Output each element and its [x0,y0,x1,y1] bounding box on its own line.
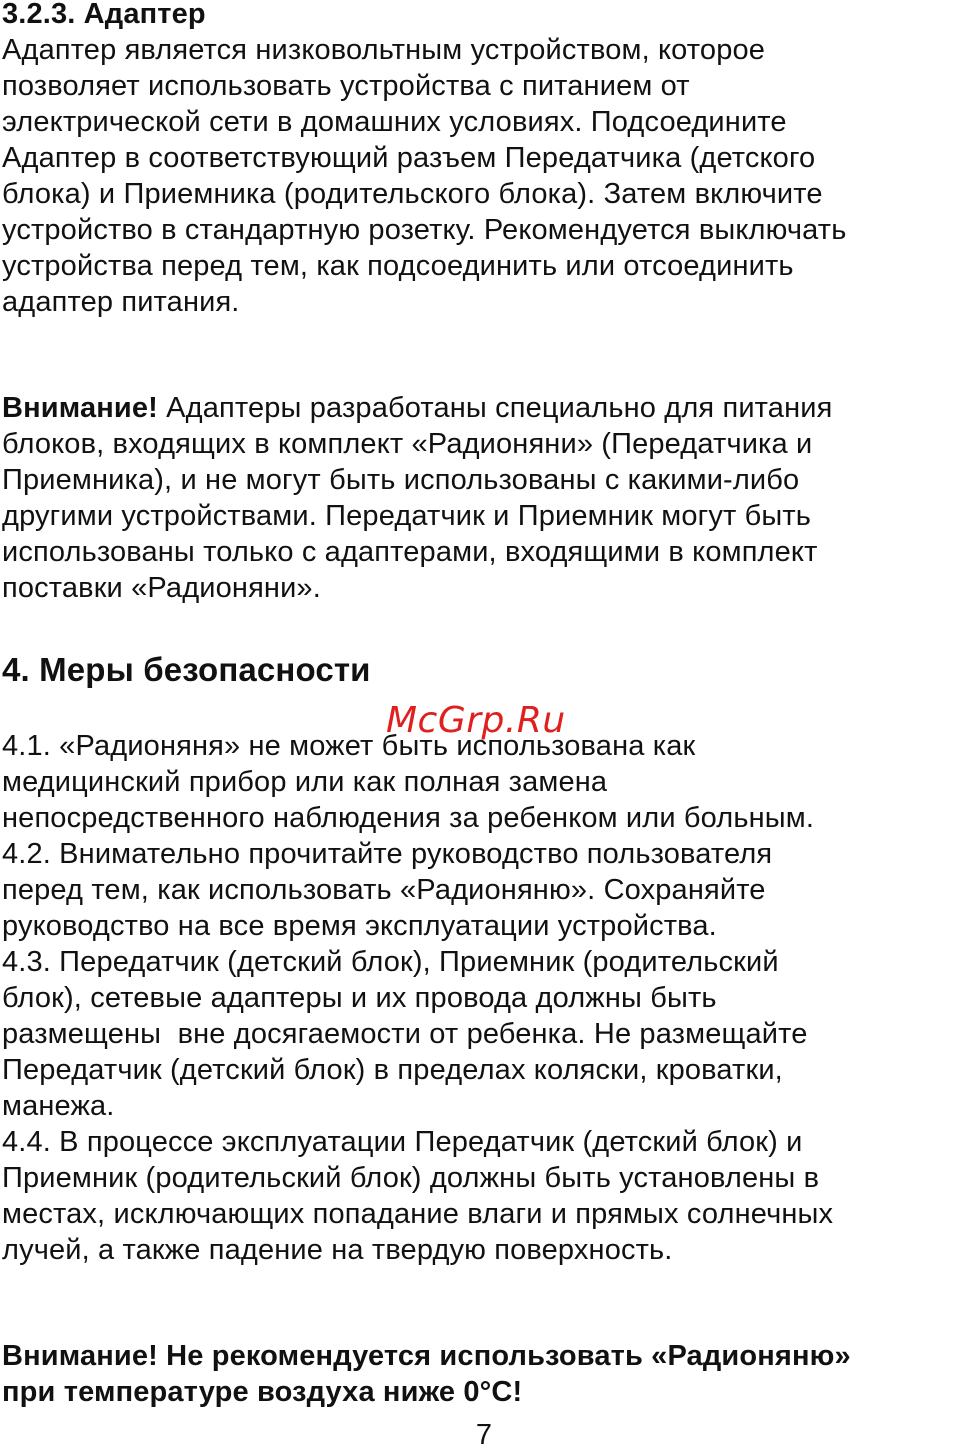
warning-temperature [2,1338,960,1410]
safety-paragraph [2,728,960,1268]
paragraph-line: устройство в стандартную розетку. Рекомендуется выключать [2,214,847,246]
paragraph-line: Приемника), и не могут быть использованы с какими-либо [2,464,800,496]
warning-first-line [2,390,960,426]
warning-line: Внимание! Не рекомендуется использовать «Радионяню» [2,1340,851,1372]
paragraph-line: лучей, а также падение на твердую поверхность. [2,1234,673,1266]
paragraph-line: электрической сети в домашних условиях. Подсоедините [2,106,787,138]
section-3-2-3 [2,0,960,320]
paragraph-line: 4.3. Передатчик (детский блок), Приемник (родительский [2,946,779,978]
manual-page [2,0,960,1410]
section-heading: 3.2.3. Адаптер [2,0,206,30]
paragraph-line: позволяет использовать устройства с питанием от [2,70,690,102]
paragraph-line: Приемник (родительский блок) должны быть установлены в [2,1162,820,1194]
paragraph-line: использованы только с адаптерами, входящими в комплект [2,536,818,568]
warning-label: Внимание! [2,392,158,424]
watermark: McGrp.Ru [386,700,566,741]
paragraph-line: блока) и Приемника (родительского блока). Затем включите [2,178,823,210]
paragraph-line: 4.4. В процессе эксплуатации Передатчик (детский блок) и [2,1126,803,1158]
page-number: 7 [475,1419,493,1451]
paragraph-line: перед тем, как использовать «Радионяню». Сохраняйте [2,874,766,906]
paragraph-line: медицинский прибор или как полная замена [2,766,608,798]
paragraph-line: Адаптер является низковольтным устройством, которое [2,34,766,66]
paragraph-line: местах, исключающих попадание влаги и прямых солнечных [2,1198,834,1230]
paragraph-line: Адаптер в соответствующий разъем Передатчика (детского [2,142,816,174]
paragraph-line: адаптер питания. [2,286,240,318]
warning-text: Адаптеры разработаны специально для питания [157,392,833,424]
section-4 [2,650,960,1268]
section-heading: 4. Меры безопасности [2,651,371,688]
paragraph-line: Передатчик (детский блок) в пределах коляски, кроватки, [2,1054,783,1086]
paragraph-line: 4.1. «Радионяня» не может быть использована как [2,730,696,762]
paragraph-line: манежа. [2,1090,115,1122]
paragraph-line: другими устройствами. Передатчик и Приемник могут быть [2,500,812,532]
paragraph-line: руководство на все время эксплуатации устройства. [2,910,717,942]
warning-line: при температуре воздуха ниже 0°С! [2,1376,523,1408]
adapter-paragraph [2,32,960,320]
paragraph-line: блоков, входящих в комплект «Радионяни» (Передатчика и [2,428,813,460]
paragraph-line: блок), сетевые адаптеры и их провода должны быть [2,982,717,1014]
paragraph-line: непосредственного наблюдения за ребенком или больным. [2,802,815,834]
paragraph-line: поставки «Радионяни». [2,572,321,604]
warning-adapters [2,390,960,606]
paragraph-line: 4.2. Внимательно прочитайте руководство пользователя [2,838,773,870]
paragraph-line: размещены вне досягаемости от ребенка. Не размещайте [2,1018,808,1050]
paragraph-line: устройства перед тем, как подсоединить или отсоединить [2,250,794,282]
